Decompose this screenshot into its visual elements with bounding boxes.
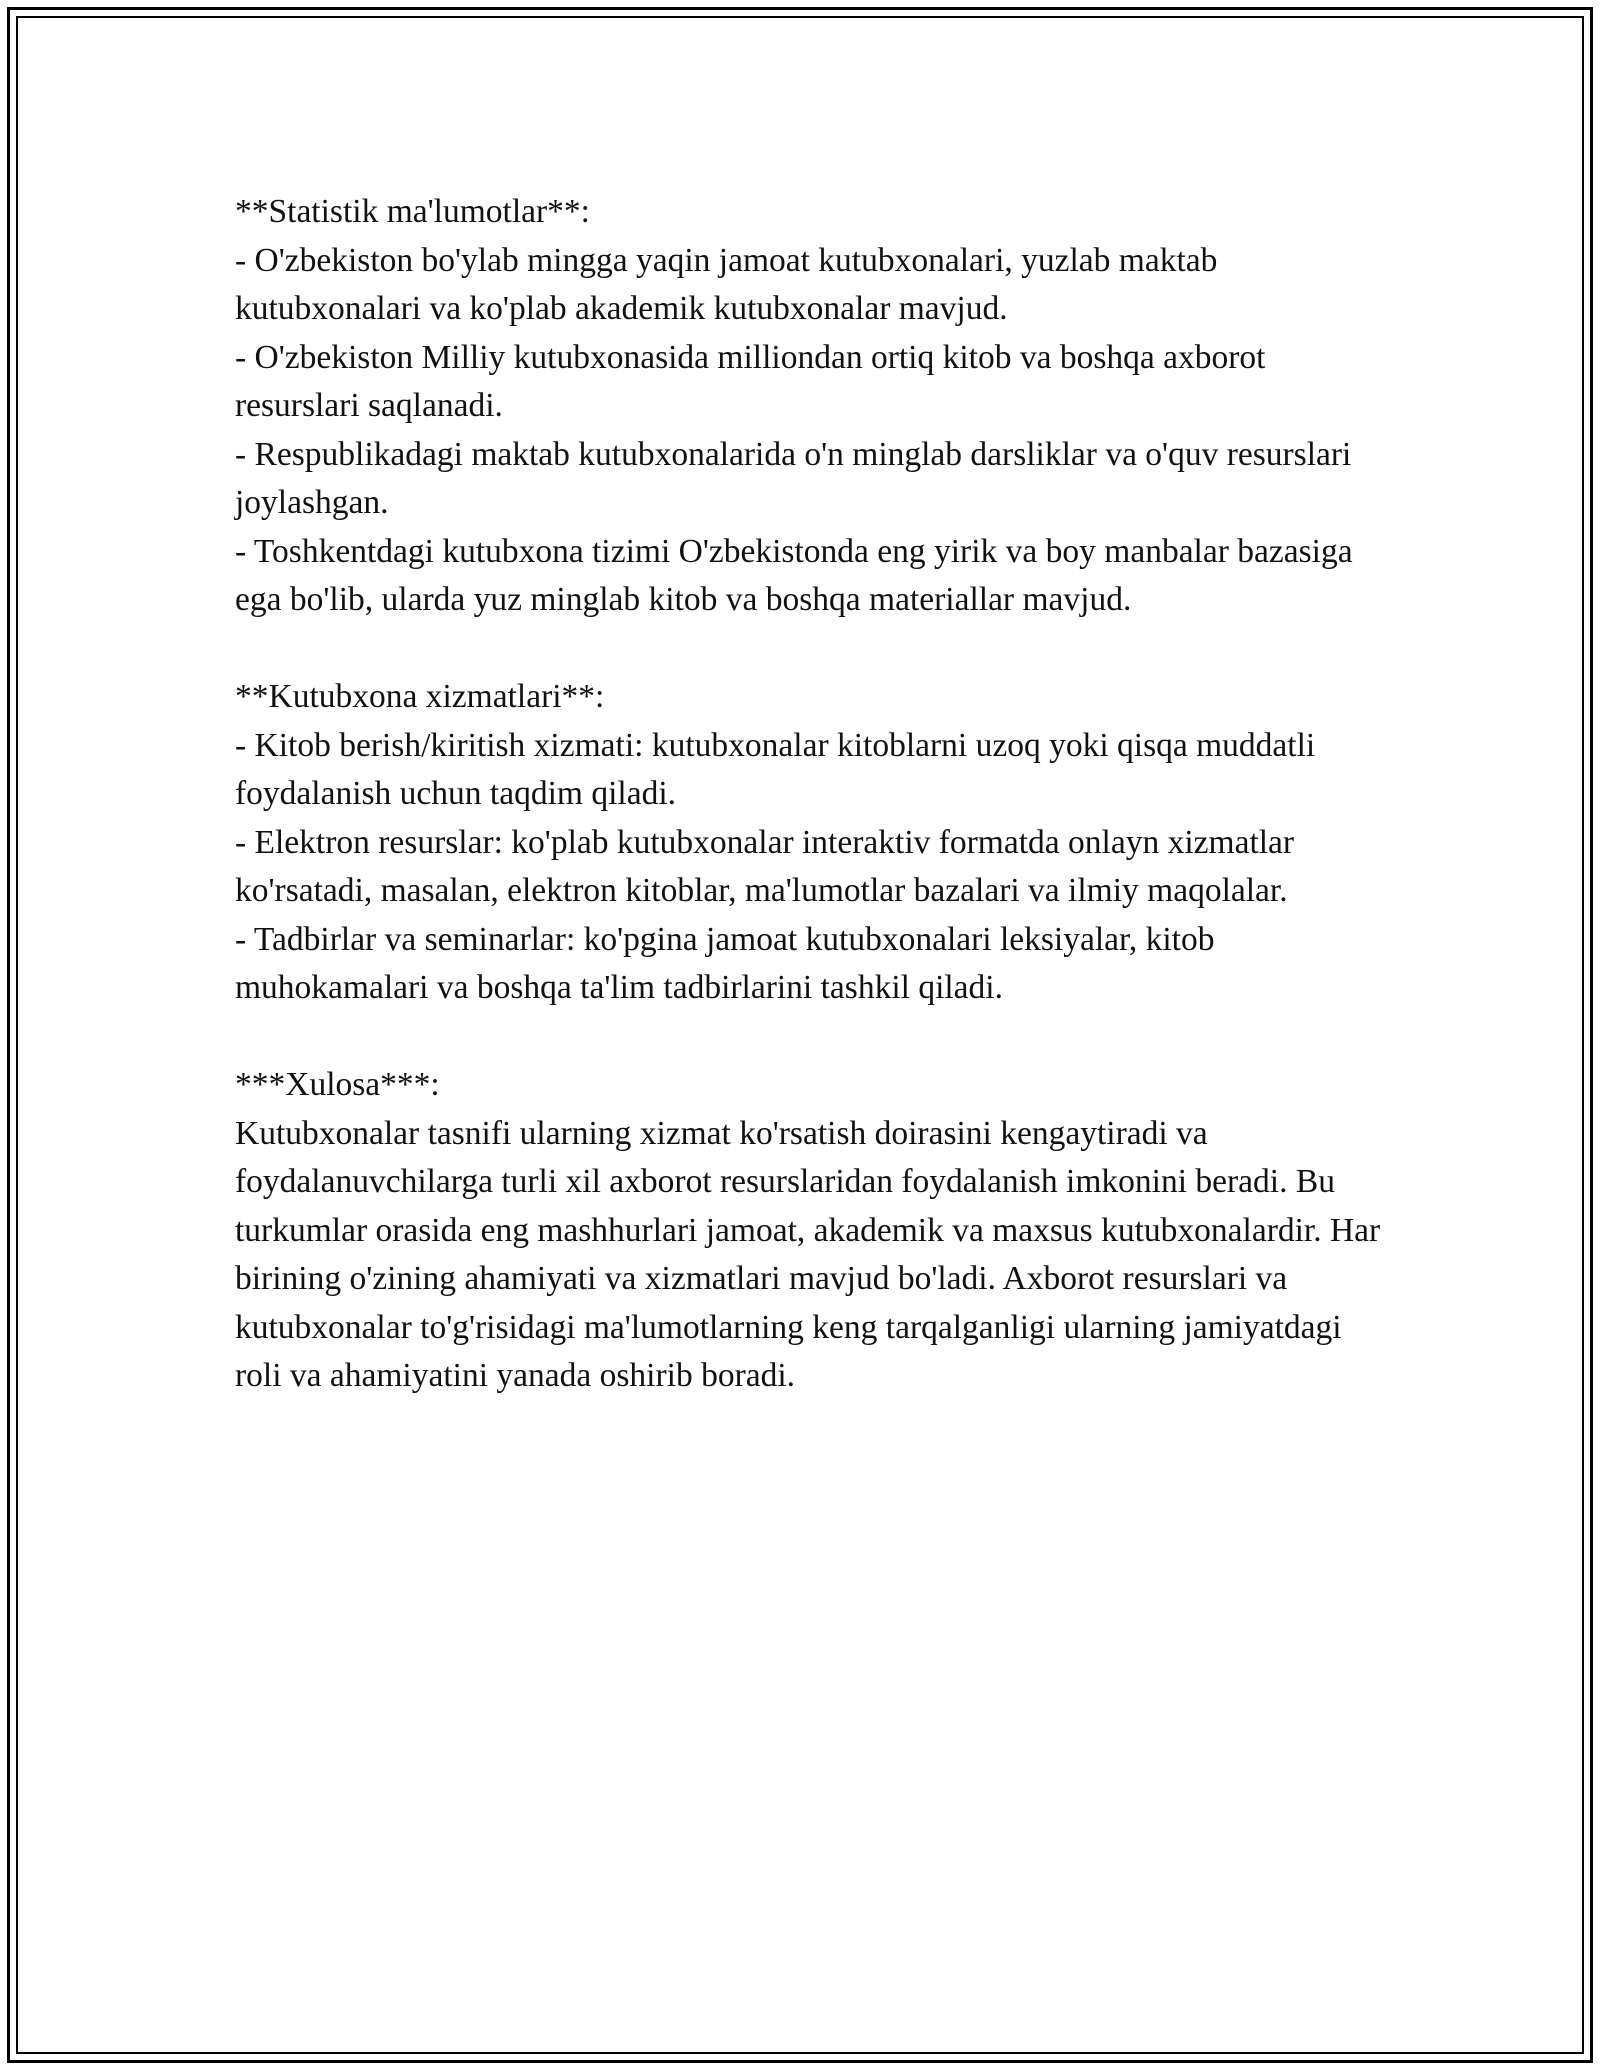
list-item: - Elektron resurslar: ko'plab kutubxonalar interaktiv formatda onlayn xizmatlar ko'rsatadi, masalan, elektron kitoblar, ma'lumotlar bazalari va ilmiy maqolalar. [235, 823, 1303, 909]
section-heading: **Statistik ma'lumotlar**: [235, 193, 590, 230]
list-item: - O'zbekiston Milliy kutubxonasida milliondan ortiq kitob va boshqa axborot resurslari saqlanadi. [235, 338, 1274, 424]
section-heading: ***Xulosa***: [235, 1066, 440, 1103]
section-statistics [235, 188, 1385, 625]
conclusion-paragraph: Kutubxonalar tasnifi ularning xizmat ko'rsatish doirasini kengaytiradi va foydalanuvchilarga turli xil axborot resurslaridan foydalanish imkonini beradi. Bu turkumlar orasida eng mashhurlari jamoat, akademik va maxsus kutubxonalardir. Har birining o'zining ahamiyati va xizmatlari mavjud bo'ladi. Axborot resurslari va kutubxonalar to'g'risidagi ma'lumotlarning keng tarqalganligi ularning jamiyatdagi roli va ahamiyatini yanada oshirib boradi. [235, 1114, 1389, 1394]
section-conclusion [235, 1061, 1389, 1401]
list-item: - Kitob berish/kiritish xizmati: kutubxonalar kitoblarni uzoq yoki qisqa muddatli foydalanish uchun taqdim qiladi. [235, 726, 1324, 812]
section-library-services [235, 673, 1385, 1013]
list-item: - Respublikadagi maktab kutubxonalarida o'n minglab darsliklar va o'quv resurslari joylashgan. [235, 435, 1360, 521]
list-item: - Tadbirlar va seminarlar: ko'pgina jamoat kutubxonalari leksiyalar, kitob muhokamalari va boshqa ta'lim tadbirlarini tashkil qiladi. [235, 920, 1223, 1006]
section-heading: **Kutubxona xizmatlari**: [235, 678, 605, 715]
document-body [235, 188, 1389, 1401]
list-item: - O'zbekiston bo'ylab mingga yaqin jamoat kutubxonalari, yuzlab maktab kutubxonalari va ko'plab akademik kutubxonalar mavjud. [235, 241, 1226, 327]
list-item: - Toshkentdagi kutubxona tizimi O'zbekistonda eng yirik va boy manbalar bazasiga ega bo'lib, ularda yuz minglab kitob va boshqa materiallar mavjud. [235, 532, 1361, 618]
